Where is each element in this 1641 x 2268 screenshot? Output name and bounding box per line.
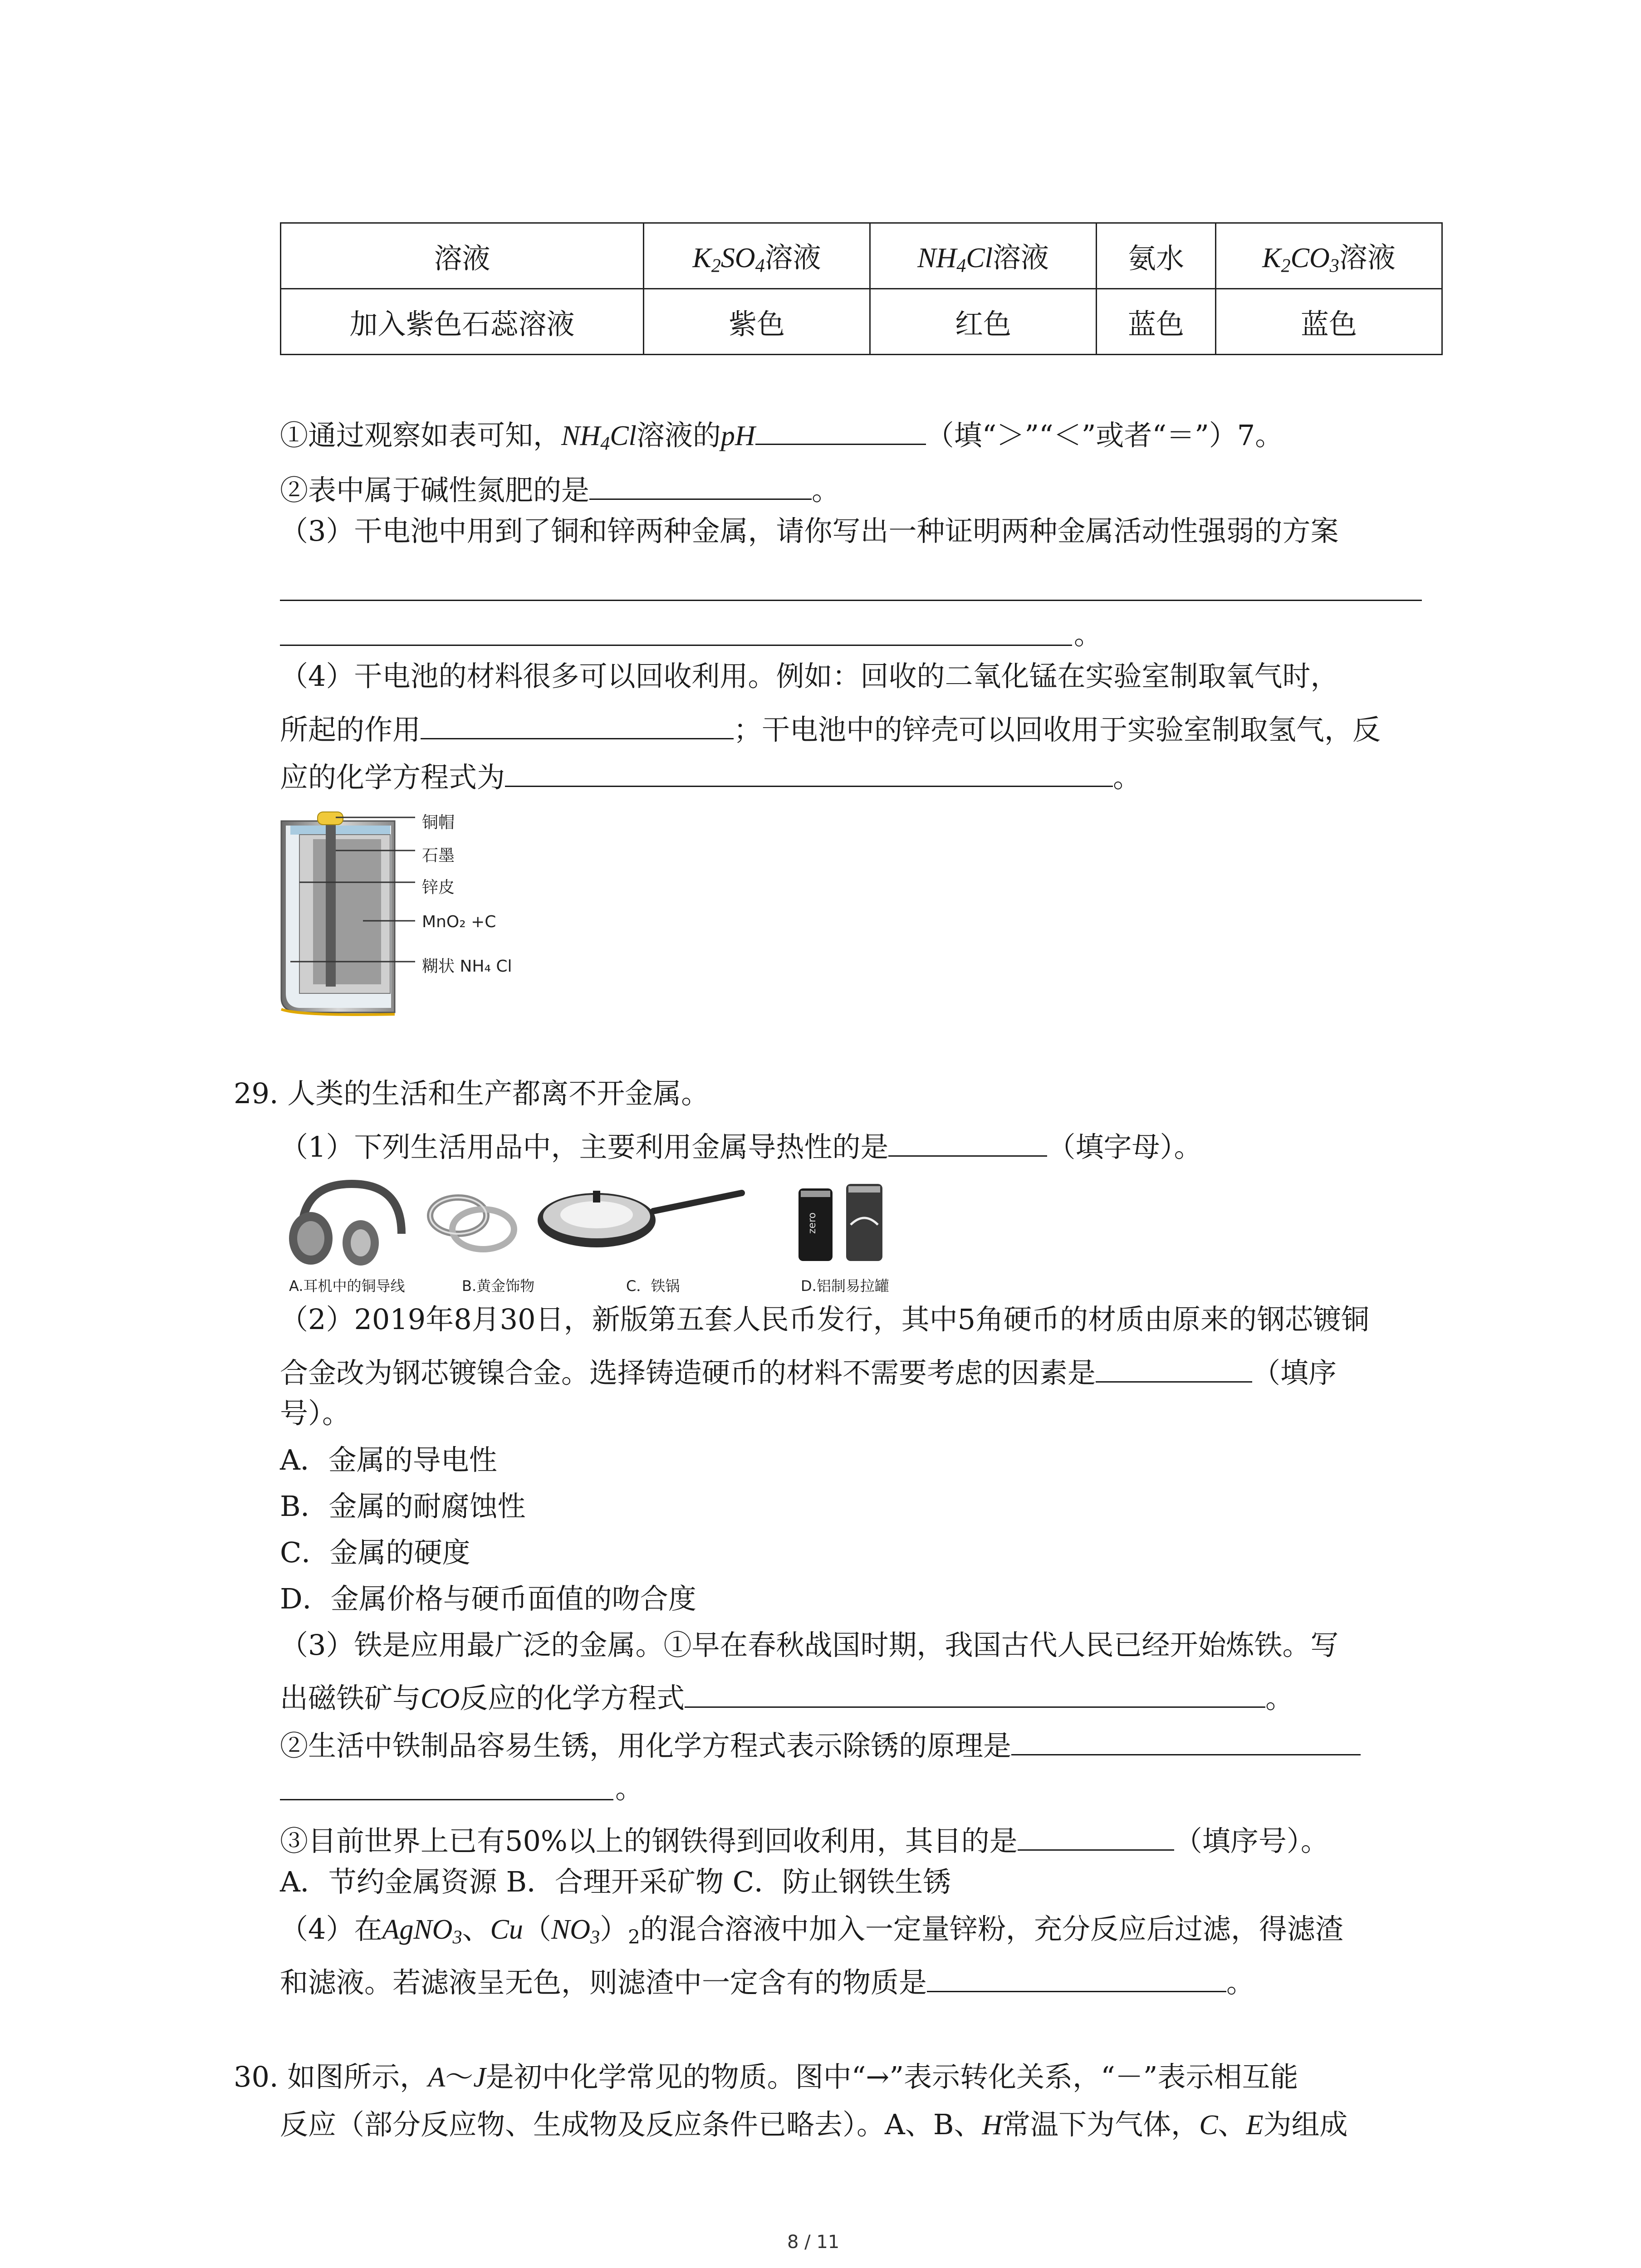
q30-line2: 反应（部分反应物、生成物及反应条件已略去）。A、B、H常温下为气体，C、E为组成 (280, 2108, 1348, 2141)
table-cell: 加入紫色石蕊溶液 (281, 289, 644, 355)
option-d: D．金属价格与硬币面值的吻合度 (280, 1582, 696, 1615)
table-cell: $NH_4Cl$溶液 (870, 223, 1097, 289)
q28-line4: （4）干电池的材料很多可以回收利用。例如：回收的二氧化锰在实验室制取氧气时， (280, 660, 1339, 693)
label-graphite: 石墨 (422, 846, 455, 865)
wok-icon (538, 1191, 742, 1247)
table-cell: 蓝色 (1097, 289, 1216, 355)
table-cell: 蓝色 (1216, 289, 1442, 355)
q29-part2-l3: 号）。 (280, 1397, 351, 1430)
q29-part3-l4: ③目前世界上已有50%以上的钢铁得到回收利用，其目的是 （填序号）。 (280, 1821, 1329, 1855)
caption-c: C．铁锅 (626, 1277, 680, 1295)
table-cell: 红色 (870, 289, 1097, 355)
q28-line6: 应的化学方程式为 。 (280, 758, 1141, 792)
q28-line1: ①通过观察如表可知，$NH_4Cl$溶液的pH （填“＞”“＜”或者“＝”）7。 (280, 415, 1283, 454)
gold-rings-icon (430, 1198, 514, 1249)
label-zinc-shell: 锌皮 (422, 878, 455, 897)
period: 。 (615, 1772, 644, 1805)
cans-icon (798, 1184, 882, 1261)
q29-part3-l1: （3）铁是应用最广泛的金属。①早在春秋战国时期，我国古代人民已经开始炼铁。写 (280, 1628, 1339, 1662)
caption-d: D.铝制易拉罐 (801, 1277, 889, 1295)
table-cell: 氨水 (1097, 223, 1216, 289)
q29-part2-l1: （2）2019年8月30日，新版第五套人民币发行，其中5角硬币的材质由原来的钢芯镀铜 (280, 1303, 1370, 1336)
table-cell: $K_2CO_3$溶液 (1216, 223, 1442, 289)
table-row (281, 289, 1442, 355)
page-number: 8 / 11 (787, 2232, 840, 2253)
q29-part3-l3: ②生活中铁制品容易生锈，用化学方程式表示除锈的原理是 (280, 1726, 1361, 1760)
headphones-icon (289, 1184, 402, 1266)
option-a: A．金属的导电性 (280, 1443, 497, 1476)
table-cell: $K_2SO_4$溶液 (644, 223, 870, 289)
caption-b: B.黄金饰物 (462, 1277, 535, 1295)
q29-title: 29. 人类的生活和生产都离不开金属。 (234, 1077, 710, 1110)
q29-part3-l2: 出磁铁矿与CO反应的化学方程式 。 (280, 1678, 1293, 1713)
table-cell: 紫色 (644, 289, 870, 355)
label-copper-cap: 铜帽 (422, 813, 455, 832)
q29-part4-l1: （4）在AgNO$_3$、$Cu(NO_3)_2$的混合溶液中加入一定量锌粉，充分反应后过滤，得滤渣 (280, 1912, 1343, 1948)
q28-line2: ②表中属于碱性氮肥的是 。 (280, 470, 840, 504)
dry-cell-diagram (272, 803, 526, 1021)
label-nh4cl-paste: 糊状 NH₄ Cl (422, 957, 512, 976)
answer-line (280, 1799, 613, 1800)
table-cell: 溶液 (281, 223, 644, 289)
q29-part4-l2: 和滤液。若滤液呈无色，则滤渣中一定含有的物质是 。 (280, 1963, 1254, 1997)
caption-a: A.耳机中的铜导线 (289, 1277, 405, 1295)
answer-line (280, 600, 1422, 601)
label-mno2-c: MnO₂ +C (422, 913, 496, 931)
option-b: B．金属的耐腐蚀性 (280, 1490, 526, 1523)
option-c: C．金属的硬度 (280, 1536, 470, 1569)
q30-line1: 30. 如图所示，A～J是初中化学常见的物质。图中“→”表示转化关系，“－”表示相互能 (234, 2060, 1298, 2093)
litmus-table (280, 222, 1443, 355)
q29-part3-options: A．节约金属资源 B．合理开采矿物 C．防止钢铁生锈 (280, 1865, 951, 1898)
svg-text:zero: zero (807, 1212, 818, 1234)
q28-line5: 所起的作用 ；干电池中的锌壳可以回收用于实验室制取氢气，反 (280, 710, 1381, 744)
products-images (284, 1166, 941, 1270)
period: 。 (1074, 618, 1102, 651)
q29-part2-l2: 合金改为钢芯镀镍合金。选择铸造硬币的材料不需要考虑的因素是 （填序 (280, 1353, 1337, 1387)
q28-line3: （3）干电池中用到了铜和锌两种金属，请你写出一种证明两种金属活动性强弱的方案 (280, 514, 1339, 547)
answer-line (280, 645, 1072, 646)
q29-part1: （1）下列生活用品中，主要利用金属导热性的是 （填字母）。 (280, 1127, 1202, 1161)
table-header-row (281, 223, 1442, 289)
